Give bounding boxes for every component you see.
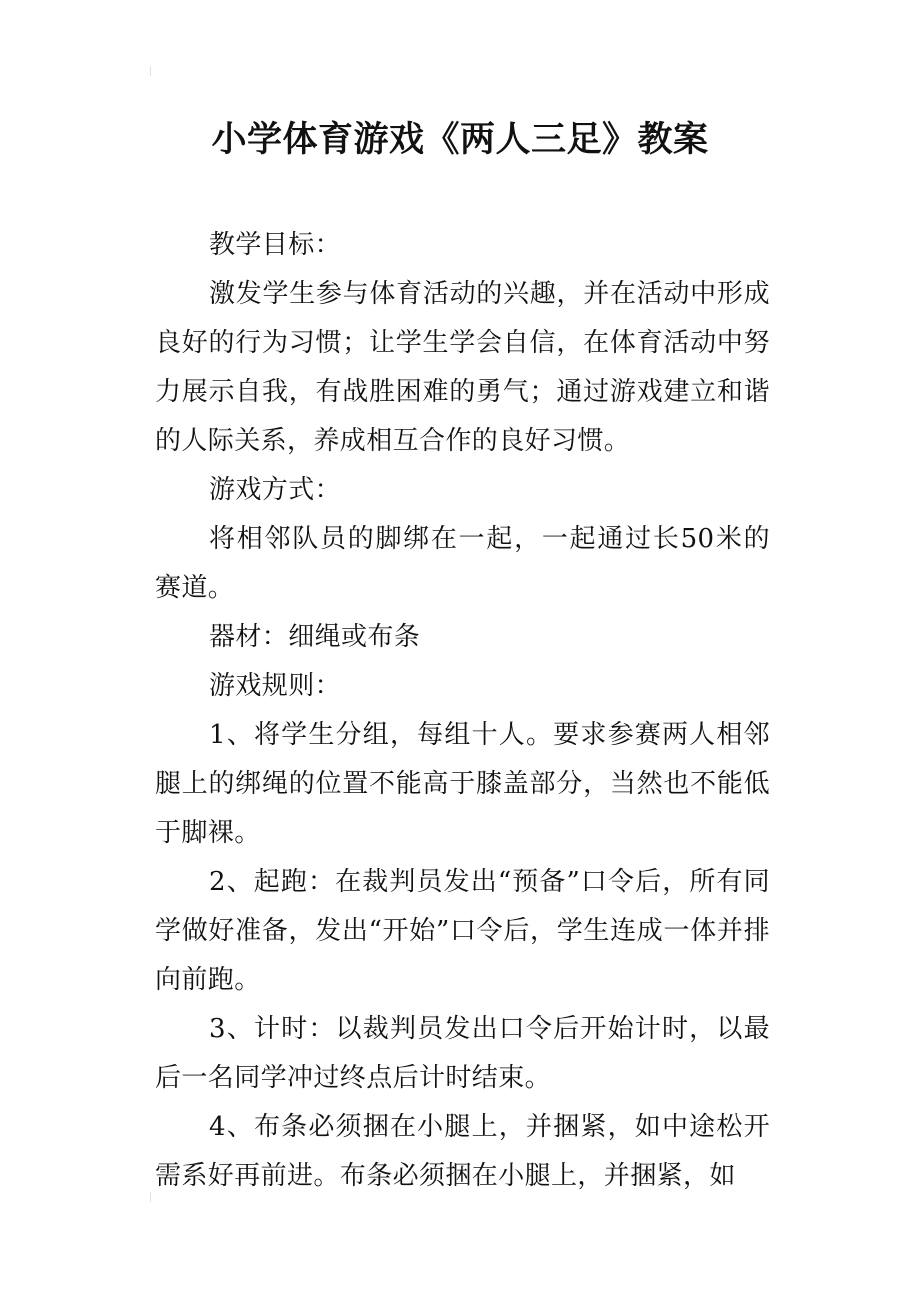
paragraph-equipment: 器材：细绳或布条 [209,622,421,652]
paragraph-method: 将相邻队员的脚绑在一起，一起通过长50米的赛道。 [155,524,770,603]
paragraph-rule-1: 1、将学生分组，每组十人。要求参赛两人相邻腿上的绑绳的位置不能高于膝盖部分，当然也不能低于脚裸。 [155,720,770,848]
paragraph-rule-3: 3、计时：以裁判员发出口令后开始计时，以最后一名同学冲过终点后计时结束。 [155,1014,770,1093]
page-corner-mark [150,66,157,76]
document-title: 小学体育游戏《两人三足》教案 [211,120,709,160]
paragraph-objectives: 激发学生参与体育活动的兴趣，并在活动中形成良好的行为习惯；让学生学会自信，在体育活动中努力展示自我，有战胜困难的勇气；通过游戏建立和谐的人际关系，养成相互合作的良好习惯。 [155,279,770,456]
paragraph-rule-4: 4、布条必须捆在小腿上，并捆紧，如中途松开需系好再前进。布条必须捆在小腿上，并捆紧，如 [155,1112,770,1191]
paragraph-heading-rules: 游戏规则： [209,671,342,701]
paragraph-heading-objectives: 教学目标： [209,230,342,260]
document-body [155,221,770,1201]
paragraph-rule-2: 2、起跑：在裁判员发出“预备”口令后，所有同学做好准备，发出“开始”口令后，学生连成一体并排向前跑。 [155,867,770,995]
paragraph-heading-method: 游戏方式： [209,475,342,505]
